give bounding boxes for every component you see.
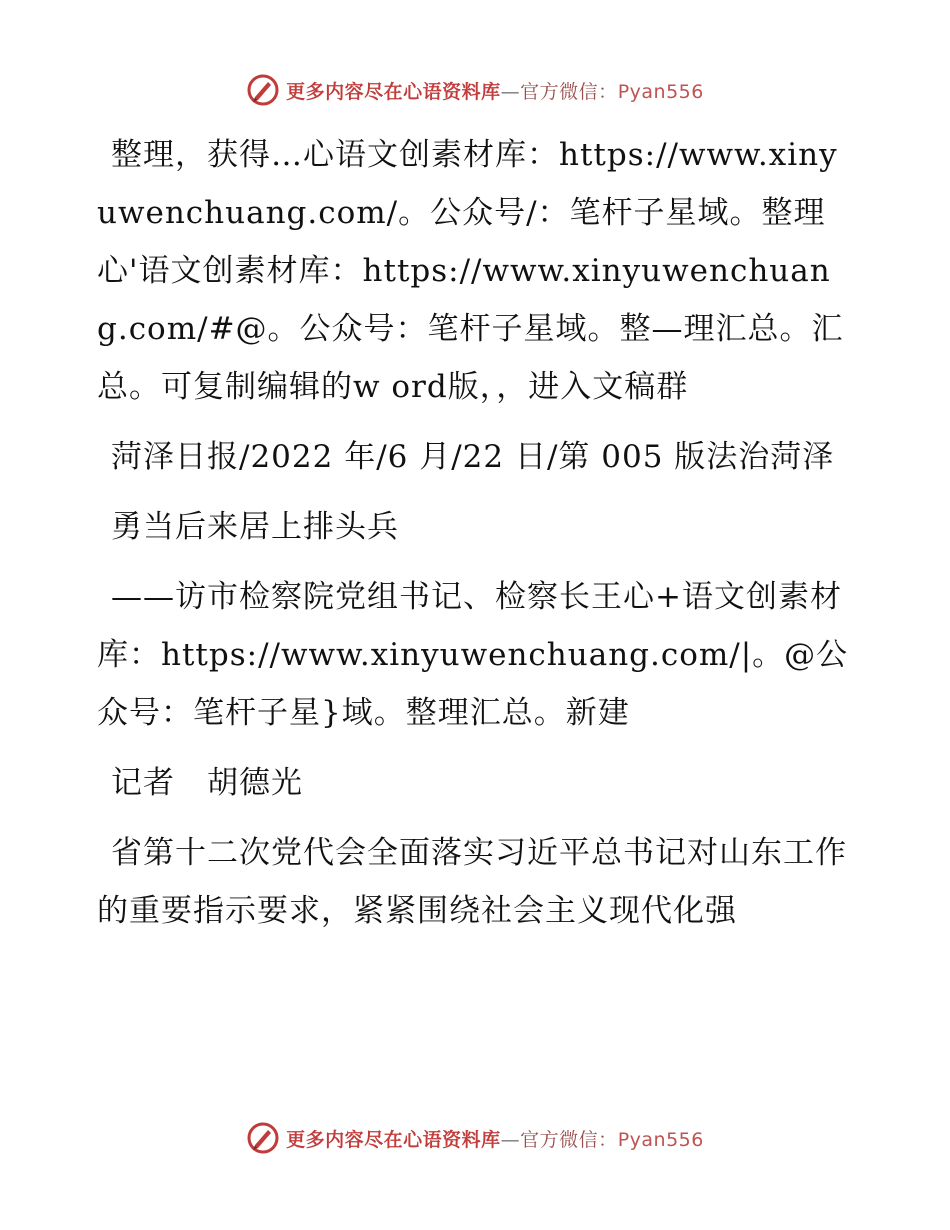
header-watermark-banner (0, 70, 950, 110)
banner-text (286, 1125, 704, 1152)
document-body (97, 126, 857, 952)
article-title: 勇当后来居上排头兵 (111, 509, 399, 545)
article-subtitle: ——访市检察院党组书记、检察长王心+语文创素材库：https://www.xinyuwenchuang.com/|。@公众号：笔杆子星}域。整理汇总。新建 (97, 579, 849, 731)
brand-logo-icon (246, 1121, 280, 1155)
banner-wechat-id: Pyan556 (617, 80, 704, 103)
banner-brand-text: 更多内容尽在心语资料库 (286, 1128, 501, 1151)
paragraph-body: 省第十二次党代会全面落实习近平总书记对山东工作的重要指示要求，紧紧围绕社会主义现代化强 (97, 835, 847, 929)
paragraph-source-line: 菏泽日报/2022 年/6 月/22 日/第 005 版法治菏泽 (111, 439, 835, 475)
banner-wechat-label: 官方微信： (520, 80, 618, 103)
banner-wechat-label: 官方微信： (520, 1128, 618, 1151)
banner-text (286, 77, 704, 104)
banner-brand-text: 更多内容尽在心语资料库 (286, 80, 501, 103)
article-byline: 记者 胡德光 (111, 765, 303, 801)
brand-logo-icon (246, 73, 280, 107)
banner-separator: — (500, 1128, 521, 1151)
banner-separator: — (500, 80, 521, 103)
paragraph-intro: 整理，获得…心语文创素材库：https://www.xinyuwenchuang.com/。公众号/：笔杆子星域。整理心'语文创素材库：https://www.xinyuwenchuang.com/#@。公众号：笔杆子星域。整—理汇总。汇总。可复制编辑的w ord版，，进入文稿群 (97, 137, 844, 405)
footer-watermark-banner (0, 1118, 950, 1158)
banner-wechat-id: Pyan556 (617, 1128, 704, 1151)
